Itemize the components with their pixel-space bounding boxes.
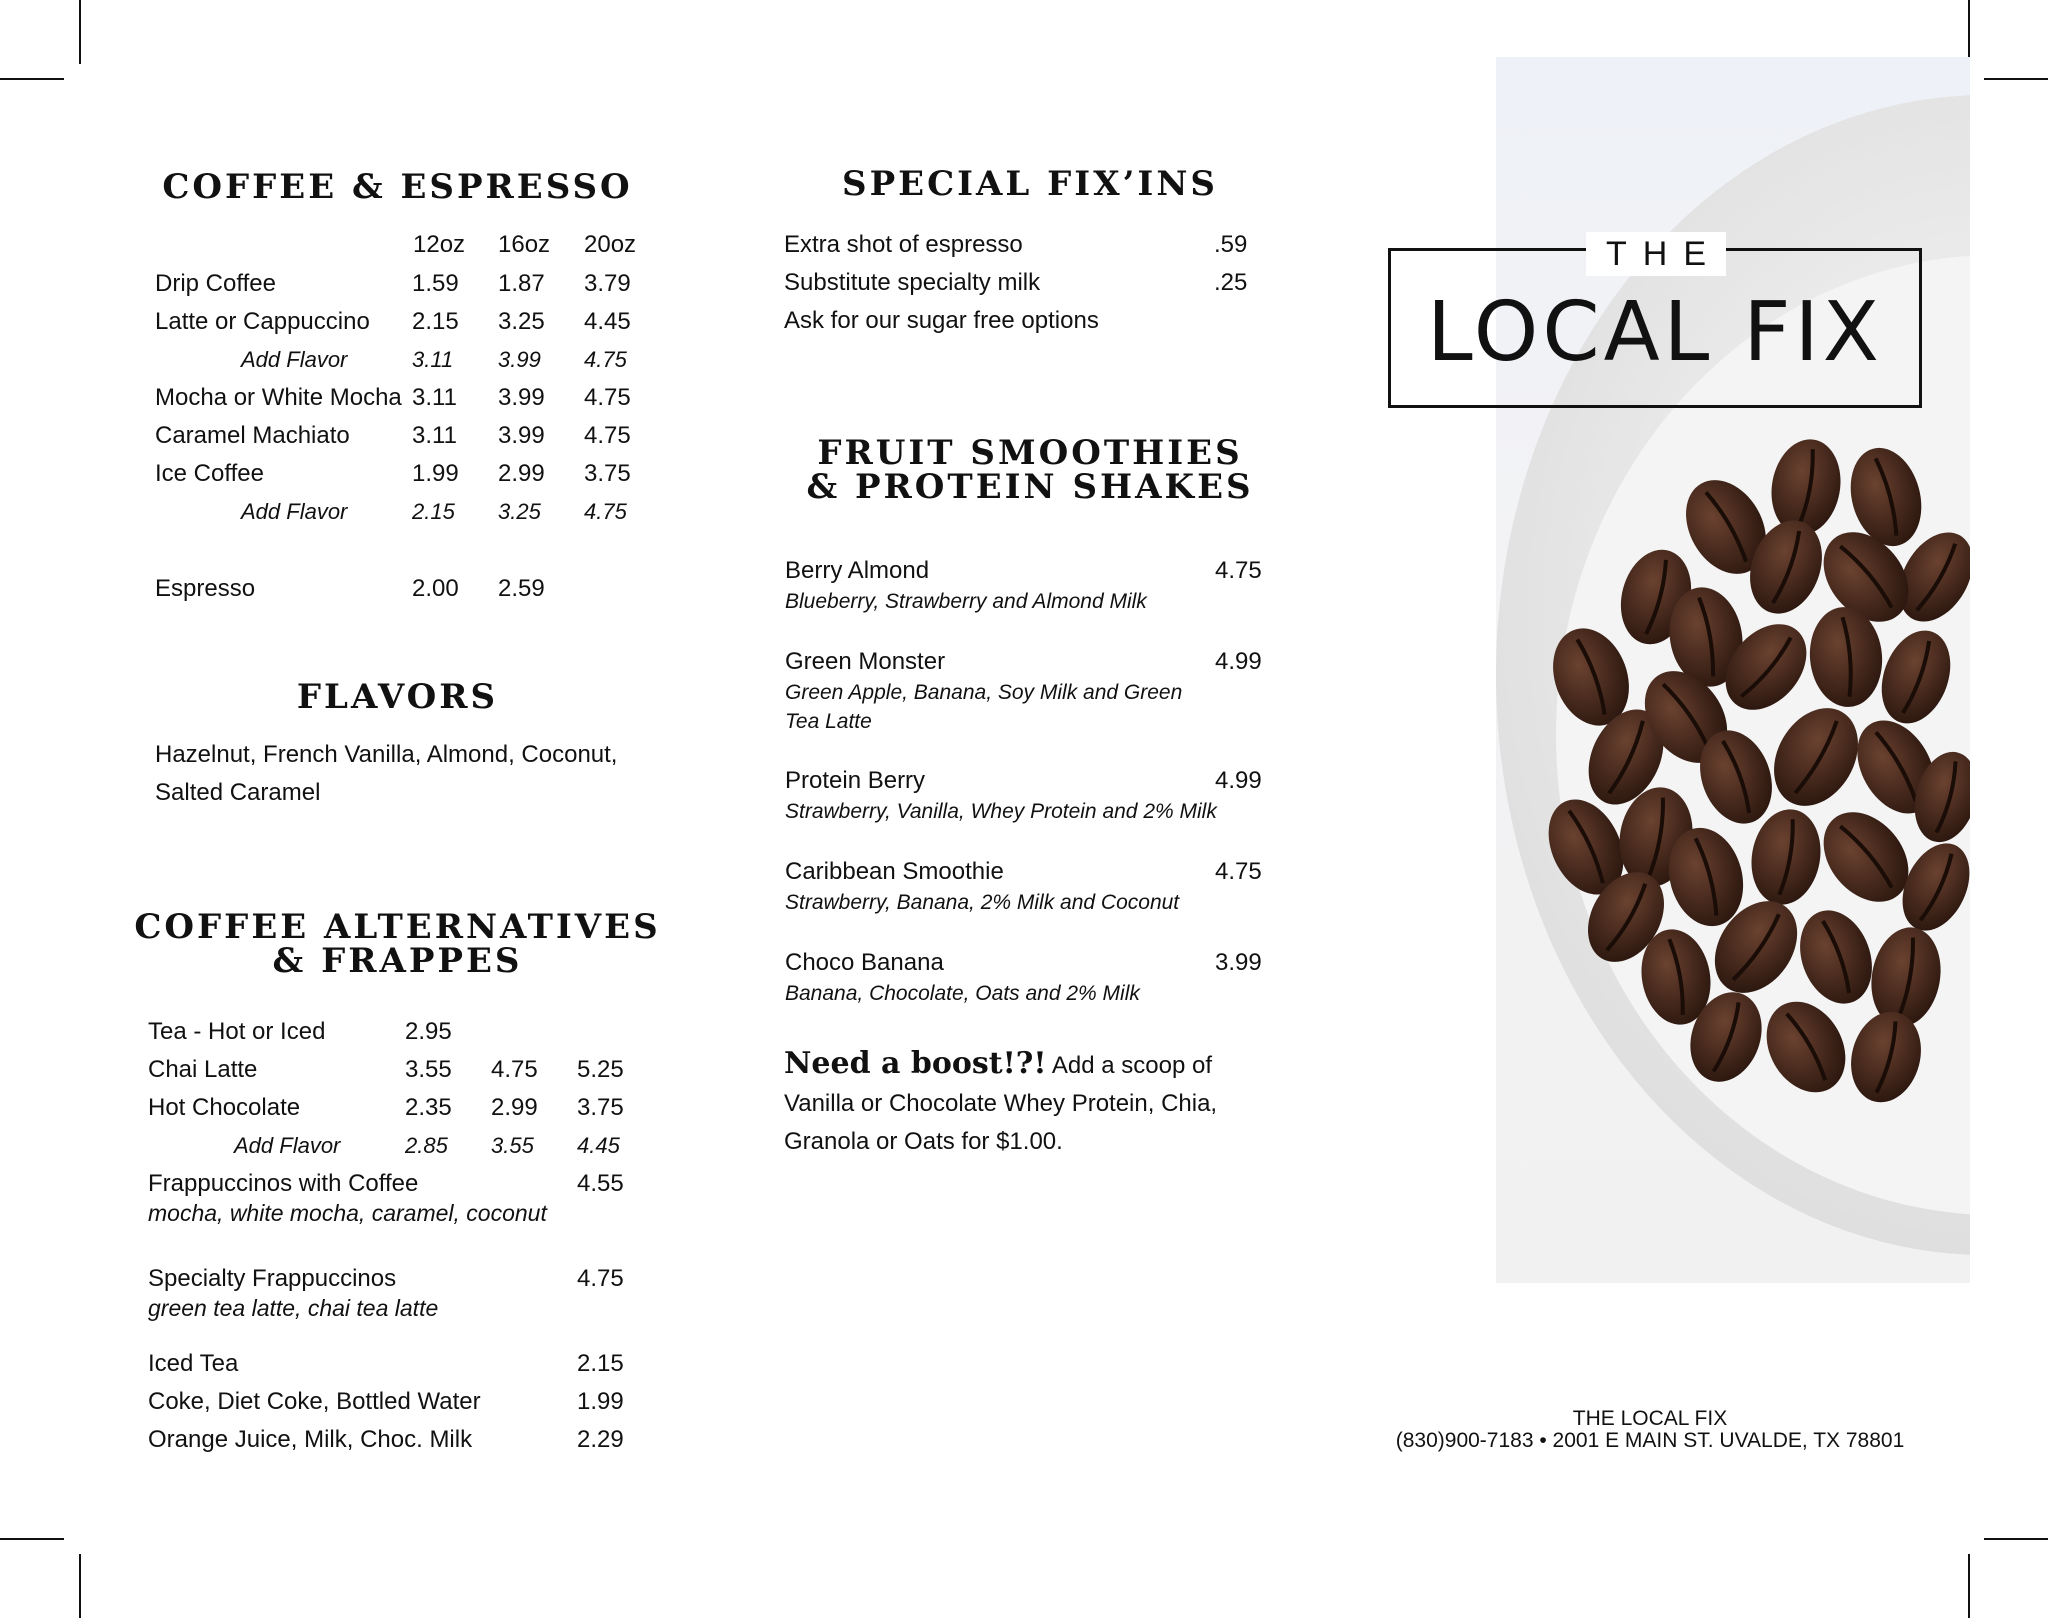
alternatives-heading-line1: COFFEE ALTERNATIVES	[134, 907, 661, 947]
crop-mark	[0, 78, 64, 80]
item-price: 3.99	[1215, 949, 1262, 976]
item-name: Ice Coffee	[155, 460, 264, 487]
item-price: .59	[1214, 231, 1248, 258]
smoothie-desc	[785, 797, 1217, 826]
price-20oz: 4.75	[584, 422, 631, 449]
price-12oz: 1.59	[412, 270, 459, 297]
frapp-specialty-desc: green tea latte, chai tea latte	[148, 1295, 439, 1321]
fixins-heading: SPECIAL FIX’INS	[842, 164, 1218, 204]
price-small: 2.95	[405, 1018, 452, 1045]
item-name: Coke, Diet Coke, Bottled Water	[148, 1388, 481, 1415]
footer-contact: (830)900-7183 • 2001 E MAIN ST. UVALDE, TX 78801	[1395, 1429, 1905, 1452]
item-price: .25	[1214, 269, 1248, 296]
crop-mark	[1984, 1538, 2048, 1540]
price-16oz: 3.99	[498, 384, 545, 411]
price-12oz: 3.11	[412, 384, 457, 411]
smoothie-desc-line: Banana, Chocolate, Oats and 2% Milk	[785, 982, 1140, 1005]
boost-line: Granola or Oats for $1.00.	[784, 1128, 1063, 1155]
price-20oz: 4.75	[584, 499, 627, 524]
item-name: Add Flavor	[234, 1133, 341, 1158]
flavors-list	[155, 736, 617, 812]
smoothie-desc-line: Tea Latte	[785, 710, 872, 733]
price-16oz: 2.59	[498, 575, 545, 602]
item-name: Ask for our sugar free options	[784, 307, 1099, 334]
item-name: Caramel Machiato	[155, 422, 350, 449]
price-12oz: 1.99	[412, 460, 459, 487]
price-16oz: 3.99	[498, 422, 545, 449]
item-name: Tea - Hot or Iced	[148, 1018, 326, 1045]
frapp-coffee-desc: mocha, white mocha, caramel, coconut	[148, 1200, 547, 1226]
price-medium: 4.75	[491, 1056, 538, 1083]
boost-line	[784, 1045, 1217, 1085]
price-16oz: 3.25	[498, 499, 541, 524]
size-12oz: 12oz	[413, 231, 466, 258]
smoothie-desc-line: Strawberry, Vanilla, Whey Protein and 2% Milk	[785, 800, 1217, 823]
size-20oz: 20oz	[584, 231, 637, 258]
item-price: 4.75	[577, 1265, 624, 1292]
price-large: 4.45	[577, 1133, 620, 1158]
price-16oz: 3.25	[498, 308, 545, 335]
item-name: Caribbean Smoothie	[785, 858, 1004, 885]
price-20oz: 4.75	[584, 347, 627, 372]
boost-lead: Need a boost!?!	[784, 1046, 1047, 1081]
alternatives-heading	[100, 907, 695, 981]
boost-text: Add a scoop of	[1046, 1052, 1213, 1079]
smoothie-desc-line: Strawberry, Banana, 2% Milk and Coconut	[785, 891, 1180, 914]
price-20oz: 4.45	[584, 308, 631, 335]
smoothie-desc	[785, 888, 1179, 917]
price-medium: 3.55	[491, 1133, 534, 1158]
price-small: 2.85	[405, 1133, 448, 1158]
smoothie-desc	[785, 979, 1140, 1008]
crop-mark	[79, 1554, 81, 1618]
item-price: 1.99	[577, 1388, 624, 1415]
size-16oz: 16oz	[498, 231, 551, 258]
item-name: Iced Tea	[148, 1350, 239, 1377]
item-name: Mocha or White Mocha	[155, 384, 402, 411]
price-medium: 2.99	[491, 1094, 538, 1121]
price-small: 2.35	[405, 1094, 452, 1121]
smoothie-desc	[785, 678, 1182, 736]
item-name: Extra shot of espresso	[784, 231, 1023, 258]
crop-mark	[1968, 1554, 1970, 1618]
price-16oz: 2.99	[498, 460, 545, 487]
smoothie-desc-line: Green Apple, Banana, Soy Milk and Green	[785, 681, 1183, 704]
item-name: Berry Almond	[785, 557, 930, 584]
item-name: Specialty Frappuccinos	[148, 1265, 397, 1292]
footer-name: THE LOCAL FIX	[1572, 1407, 1728, 1430]
smoothie-desc	[785, 587, 1147, 616]
price-20oz: 3.75	[584, 460, 631, 487]
price-small: 3.55	[405, 1056, 452, 1083]
coffee-heading: COFFEE & ESPRESSO	[162, 167, 633, 207]
item-name: Choco Banana	[785, 949, 944, 976]
item-price: 2.15	[577, 1350, 624, 1377]
item-name: Hot Chocolate	[148, 1094, 301, 1121]
alternatives-heading-line2: & FRAPPES	[272, 941, 523, 981]
item-price: 4.75	[1215, 858, 1262, 885]
flavors-line: Salted Caramel	[155, 779, 321, 806]
item-price: 4.99	[1215, 648, 1262, 675]
price-large: 5.25	[577, 1056, 624, 1083]
item-price: 4.99	[1215, 767, 1262, 794]
item-name: Drip Coffee	[155, 270, 276, 297]
price-12oz: 2.15	[412, 308, 459, 335]
flavors-line: Hazelnut, French Vanilla, Almond, Coconut,	[155, 741, 618, 768]
boost-line: Vanilla or Chocolate Whey Protein, Chia,	[784, 1090, 1218, 1117]
item-price: 4.55	[577, 1170, 624, 1197]
item-name: Protein Berry	[785, 767, 926, 794]
crop-mark	[1984, 78, 2048, 80]
price-12oz: 3.11	[412, 422, 457, 449]
price-large: 3.75	[577, 1094, 624, 1121]
item-name: Chai Latte	[148, 1056, 258, 1083]
item-price: 2.29	[577, 1426, 624, 1453]
item-price: 4.75	[1215, 557, 1262, 584]
crop-mark	[79, 0, 81, 64]
item-name: Frappuccinos with Coffee	[148, 1170, 419, 1197]
price-20oz: 4.75	[584, 384, 631, 411]
smoothies-heading-line2: & PROTEIN SHAKES	[806, 467, 1254, 507]
price-12oz: 2.00	[412, 575, 459, 602]
price-16oz: 1.87	[498, 270, 545, 297]
footer-address	[1360, 1408, 1940, 1452]
item-name: Espresso	[155, 575, 256, 602]
item-name: Green Monster	[785, 648, 946, 675]
item-name: Substitute specialty milk	[784, 269, 1041, 296]
item-name: Add Flavor	[241, 347, 348, 372]
price-12oz: 2.15	[412, 499, 455, 524]
item-name: Orange Juice, Milk, Choc. Milk	[148, 1426, 473, 1453]
flavors-heading: FLAVORS	[296, 677, 499, 717]
price-16oz: 3.99	[498, 347, 541, 372]
item-name: Latte or Cappuccino	[155, 308, 370, 335]
logo-the: THE	[1586, 232, 1726, 276]
logo-wordmark: LOCAL FIX	[1427, 285, 1883, 380]
crop-mark	[0, 1538, 64, 1540]
crop-mark	[1968, 0, 1970, 64]
smoothies-heading	[760, 433, 1300, 507]
coffee-beans-photo	[1496, 57, 1970, 1283]
price-20oz: 3.79	[584, 270, 631, 297]
price-12oz: 3.11	[412, 347, 454, 372]
item-name: Add Flavor	[241, 499, 348, 524]
smoothie-desc-line: Blueberry, Strawberry and Almond Milk	[785, 590, 1147, 613]
boost-note	[784, 1045, 1217, 1161]
coffee-beans-bowl-icon	[1496, 57, 1970, 1283]
smoothies-heading-line1: FRUIT SMOOTHIES	[817, 433, 1243, 473]
